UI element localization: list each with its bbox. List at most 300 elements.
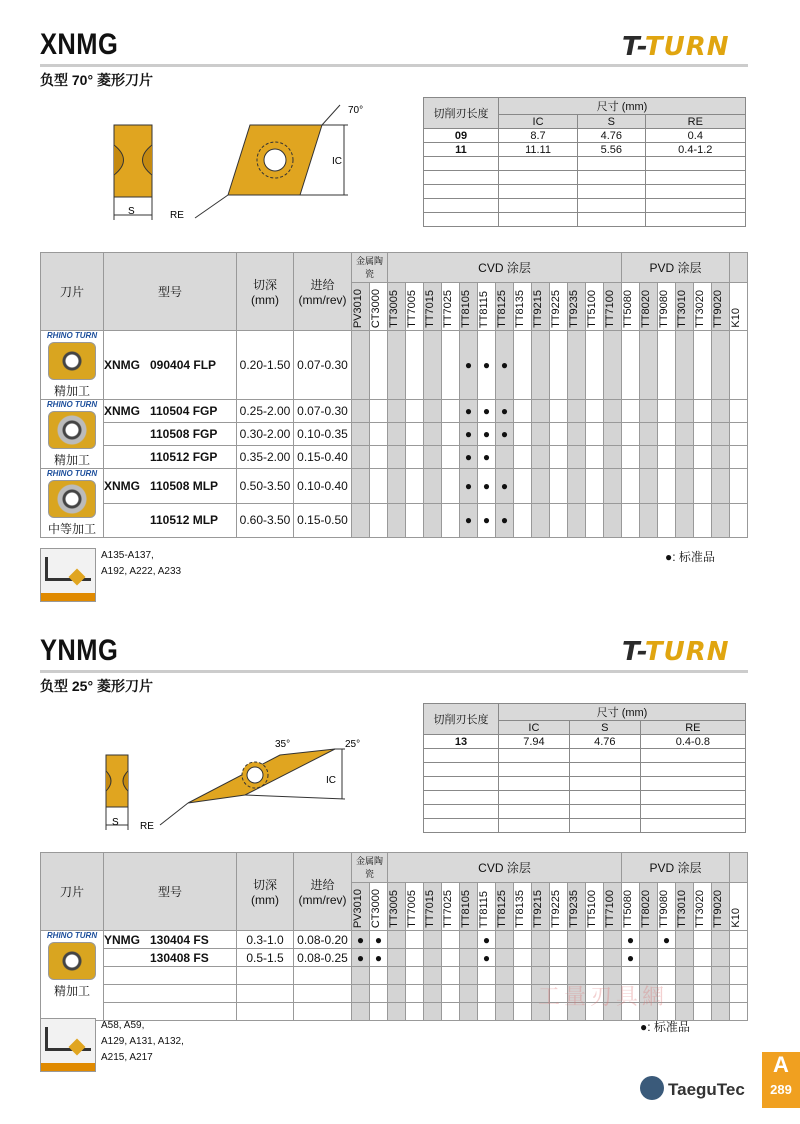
availability-cell bbox=[388, 985, 406, 1003]
availability-cell: ● bbox=[622, 949, 640, 967]
availability-cell: ● bbox=[478, 931, 496, 949]
feed-cell: 0.10-0.35 bbox=[294, 423, 352, 446]
availability-cell bbox=[406, 503, 424, 538]
availability-cell bbox=[568, 949, 586, 967]
availability-cell bbox=[442, 967, 460, 985]
availability-cell: ● bbox=[460, 469, 478, 504]
availability-cell bbox=[352, 446, 370, 469]
availability-cell bbox=[730, 400, 748, 423]
depth-cell: 0.30-2.00 bbox=[237, 423, 294, 446]
availability-cell bbox=[712, 931, 730, 949]
col-insert: 刀片 bbox=[41, 253, 104, 331]
availability-cell bbox=[730, 469, 748, 504]
grade-tt8135: TT8135 bbox=[514, 882, 532, 930]
availability-cell: ● bbox=[370, 931, 388, 949]
availability-cell bbox=[658, 423, 676, 446]
model-cell: XNMG 110504 FGP bbox=[104, 400, 237, 423]
availability-cell bbox=[550, 446, 568, 469]
availability-cell bbox=[622, 331, 640, 400]
availability-cell bbox=[424, 469, 442, 504]
availability-cell bbox=[388, 949, 406, 967]
availability-cell bbox=[568, 423, 586, 446]
availability-cell bbox=[712, 985, 730, 1003]
availability-cell bbox=[640, 331, 658, 400]
grade-table bbox=[40, 252, 748, 538]
col-model: 型号 bbox=[104, 253, 237, 331]
grade-tt9235: TT9235 bbox=[568, 882, 586, 930]
availability-cell bbox=[694, 1003, 712, 1021]
availability-cell: ● bbox=[496, 331, 514, 400]
depth-cell bbox=[237, 967, 294, 985]
availability-cell bbox=[514, 949, 532, 967]
availability-cell bbox=[496, 446, 514, 469]
availability-cell bbox=[568, 503, 586, 538]
feed-cell: 0.07-0.30 bbox=[294, 400, 352, 423]
insert-photo bbox=[48, 942, 96, 980]
availability-cell bbox=[676, 400, 694, 423]
availability-cell bbox=[406, 1003, 424, 1021]
grade-tt8125: TT8125 bbox=[496, 282, 514, 330]
availability-cell bbox=[694, 967, 712, 985]
grade-tt3010: TT3010 bbox=[676, 882, 694, 930]
grade-tt3020: TT3020 bbox=[694, 282, 712, 330]
model-cell: XNMG 110508 MLP bbox=[104, 469, 237, 504]
availability-cell bbox=[676, 446, 694, 469]
availability-cell bbox=[388, 503, 406, 538]
xnmg-dimension-table: 切削刃长度 尺寸 (mm) IC S RE 09 8.7 4.76 0.4 11 11.11 5.56 0.4-1.2 bbox=[423, 97, 746, 227]
availability-cell bbox=[514, 400, 532, 423]
xnmg-grade-table bbox=[40, 252, 748, 538]
feed-cell bbox=[294, 1003, 352, 1021]
availability-cell: ● bbox=[478, 503, 496, 538]
availability-cell bbox=[532, 331, 550, 400]
availability-cell bbox=[532, 446, 550, 469]
availability-cell bbox=[442, 400, 460, 423]
availability-cell bbox=[388, 469, 406, 504]
availability-cell bbox=[406, 967, 424, 985]
availability-cell bbox=[640, 469, 658, 504]
availability-cell bbox=[730, 949, 748, 967]
availability-cell bbox=[514, 503, 532, 538]
availability-cell bbox=[352, 423, 370, 446]
ynmg-insert-diagram bbox=[100, 735, 370, 835]
availability-cell bbox=[388, 1003, 406, 1021]
availability-cell bbox=[568, 331, 586, 400]
application-icon-2 bbox=[40, 1018, 96, 1072]
availability-cell bbox=[514, 931, 532, 949]
availability-cell bbox=[352, 503, 370, 538]
availability-cell bbox=[658, 446, 676, 469]
availability-cell bbox=[388, 446, 406, 469]
availability-cell: ● bbox=[496, 469, 514, 504]
availability-cell: ● bbox=[460, 503, 478, 538]
availability-cell bbox=[514, 446, 532, 469]
grade-tt5080: TT5080 bbox=[622, 882, 640, 930]
availability-cell bbox=[712, 1003, 730, 1021]
grade-tt5100: TT5100 bbox=[586, 282, 604, 330]
availability-cell: ● bbox=[478, 469, 496, 504]
availability-cell bbox=[712, 446, 730, 469]
model-cell: XNMG 090404 FLP bbox=[104, 331, 237, 400]
availability-cell bbox=[424, 446, 442, 469]
availability-cell bbox=[568, 469, 586, 504]
availability-cell bbox=[712, 331, 730, 400]
availability-cell: ● bbox=[478, 331, 496, 400]
availability-cell bbox=[370, 1003, 388, 1021]
availability-cell bbox=[658, 503, 676, 538]
grade-pv3010: PV3010 bbox=[352, 282, 370, 330]
availability-cell bbox=[694, 931, 712, 949]
availability-cell bbox=[406, 446, 424, 469]
grade-tt7005: TT7005 bbox=[406, 282, 424, 330]
availability-cell bbox=[712, 503, 730, 538]
availability-cell bbox=[442, 949, 460, 967]
availability-cell bbox=[730, 331, 748, 400]
feed-cell: 0.15-0.40 bbox=[294, 446, 352, 469]
availability-cell bbox=[424, 331, 442, 400]
grade-tt7025: TT7025 bbox=[442, 882, 460, 930]
depth-cell bbox=[237, 1003, 294, 1021]
availability-cell: ● bbox=[622, 931, 640, 949]
availability-cell bbox=[496, 967, 514, 985]
section-subtitle-xnmg: 负型 70° 菱形刀片 bbox=[40, 72, 153, 88]
grade-tt9020: TT9020 bbox=[712, 882, 730, 930]
availability-cell bbox=[694, 331, 712, 400]
availability-cell bbox=[712, 423, 730, 446]
grade-tt7015: TT7015 bbox=[424, 882, 442, 930]
availability-cell bbox=[478, 985, 496, 1003]
availability-cell bbox=[442, 423, 460, 446]
grade-tt5100: TT5100 bbox=[586, 882, 604, 930]
grade-tt9225: TT9225 bbox=[550, 282, 568, 330]
depth-cell: 0.20-1.50 bbox=[237, 331, 294, 400]
svg-text:35°: 35° bbox=[275, 739, 291, 750]
model-cell bbox=[104, 985, 237, 1003]
availability-cell bbox=[568, 400, 586, 423]
availability-cell bbox=[406, 949, 424, 967]
availability-cell bbox=[496, 949, 514, 967]
availability-cell bbox=[622, 446, 640, 469]
grade-tt8020: TT8020 bbox=[640, 882, 658, 930]
table-row bbox=[41, 949, 748, 967]
availability-cell bbox=[586, 931, 604, 949]
depth-cell: 0.5-1.5 bbox=[237, 949, 294, 967]
availability-cell bbox=[424, 967, 442, 985]
availability-cell bbox=[442, 985, 460, 1003]
insert-image-cell: RHINO TURN 精加工 bbox=[41, 331, 104, 400]
grade-pv3010: PV3010 bbox=[352, 882, 370, 930]
availability-cell bbox=[604, 423, 622, 446]
availability-cell bbox=[532, 423, 550, 446]
availability-cell bbox=[424, 423, 442, 446]
divider bbox=[40, 64, 748, 67]
availability-cell bbox=[532, 400, 550, 423]
depth-cell: 0.50-3.50 bbox=[237, 469, 294, 504]
availability-cell bbox=[586, 503, 604, 538]
model-cell bbox=[104, 967, 237, 985]
insert-photo bbox=[48, 342, 96, 380]
availability-cell bbox=[658, 400, 676, 423]
insert-image-cell: RHINO TURN 中等加工 bbox=[41, 469, 104, 538]
svg-text:RE: RE bbox=[140, 821, 154, 832]
svg-text:IC: IC bbox=[326, 775, 336, 786]
availability-cell: ● bbox=[460, 423, 478, 446]
col-depth: 切深 (mm) bbox=[237, 253, 294, 331]
availability-cell bbox=[550, 931, 568, 949]
company-name: TaeguTec bbox=[668, 1080, 745, 1099]
availability-cell bbox=[640, 400, 658, 423]
availability-cell bbox=[658, 469, 676, 504]
availability-cell: ● bbox=[478, 400, 496, 423]
grade-tt8105: TT8105 bbox=[460, 282, 478, 330]
availability-cell bbox=[730, 967, 748, 985]
availability-cell bbox=[640, 503, 658, 538]
availability-cell bbox=[694, 469, 712, 504]
rhino-turn-logo: RHINO TURN bbox=[46, 931, 98, 940]
availability-cell bbox=[532, 931, 550, 949]
availability-cell bbox=[370, 469, 388, 504]
availability-cell bbox=[370, 503, 388, 538]
section-title-xnmg: XNMG bbox=[40, 28, 119, 61]
availability-cell bbox=[442, 503, 460, 538]
rhino-turn-logo: RHINO TURN bbox=[46, 331, 98, 340]
grade-tt5080: TT5080 bbox=[622, 282, 640, 330]
watermark: 工量刃具網 bbox=[538, 984, 669, 1009]
xnmg-page-refs: A135-A137, A192, A222, A233 bbox=[101, 550, 182, 577]
grade-tt8105: TT8105 bbox=[460, 882, 478, 930]
availability-cell bbox=[712, 949, 730, 967]
availability-cell bbox=[640, 423, 658, 446]
xnmg-insert-diagram bbox=[100, 100, 380, 230]
table-row bbox=[41, 469, 748, 504]
group-pvd: PVD 涂层 bbox=[622, 253, 730, 283]
availability-cell bbox=[676, 469, 694, 504]
availability-cell bbox=[604, 931, 622, 949]
model-cell: 110512 MLP bbox=[104, 503, 237, 538]
availability-cell bbox=[604, 949, 622, 967]
insert-photo bbox=[48, 411, 96, 449]
availability-cell bbox=[712, 469, 730, 504]
availability-cell bbox=[496, 1003, 514, 1021]
availability-cell bbox=[388, 931, 406, 949]
availability-cell: ● bbox=[352, 931, 370, 949]
grade-ct3000: CT3000 bbox=[370, 282, 388, 330]
availability-cell bbox=[586, 446, 604, 469]
availability-cell bbox=[442, 446, 460, 469]
availability-cell bbox=[370, 331, 388, 400]
availability-cell bbox=[550, 469, 568, 504]
grade-tt3020: TT3020 bbox=[694, 882, 712, 930]
feed-cell: 0.10-0.40 bbox=[294, 469, 352, 504]
availability-cell bbox=[622, 400, 640, 423]
feed-cell: 0.08-0.25 bbox=[294, 949, 352, 967]
feed-cell bbox=[294, 967, 352, 985]
model-cell: 110512 FGP bbox=[104, 446, 237, 469]
availability-cell bbox=[694, 503, 712, 538]
availability-cell: ● bbox=[370, 949, 388, 967]
section-title-ynmg: YNMG bbox=[40, 634, 119, 667]
availability-cell bbox=[658, 331, 676, 400]
svg-text:25°: 25° bbox=[345, 739, 361, 750]
rhino-turn-logo: RHINO TURN bbox=[46, 469, 98, 478]
group-pvd: PVD 涂层 bbox=[622, 853, 730, 883]
table-row bbox=[41, 423, 748, 446]
grade-tt8115: TT8115 bbox=[478, 282, 496, 330]
col-feed: 进给 (mm/rev) bbox=[294, 253, 352, 331]
availability-cell bbox=[442, 1003, 460, 1021]
availability-cell bbox=[406, 469, 424, 504]
availability-cell bbox=[424, 931, 442, 949]
availability-cell bbox=[442, 469, 460, 504]
table-row bbox=[41, 503, 748, 538]
availability-cell bbox=[352, 985, 370, 1003]
availability-cell bbox=[622, 423, 640, 446]
availability-cell bbox=[676, 949, 694, 967]
group-cermet: 金属陶瓷 bbox=[352, 253, 388, 283]
availability-cell bbox=[676, 931, 694, 949]
svg-text:S: S bbox=[112, 817, 119, 828]
availability-cell bbox=[730, 985, 748, 1003]
ynmg-page-refs: A58, A59, A129, A131, A132, A215, A217 bbox=[101, 1020, 184, 1063]
availability-cell bbox=[622, 469, 640, 504]
availability-cell bbox=[730, 446, 748, 469]
application-icon bbox=[40, 548, 96, 602]
availability-cell bbox=[658, 949, 676, 967]
availability-cell bbox=[460, 985, 478, 1003]
grade-tt9080: TT9080 bbox=[658, 282, 676, 330]
availability-cell bbox=[460, 931, 478, 949]
availability-cell bbox=[640, 446, 658, 469]
legend-standard-2: ●: 标准品 bbox=[640, 1020, 690, 1034]
availability-cell bbox=[514, 469, 532, 504]
col-insert: 刀片 bbox=[41, 853, 104, 931]
depth-cell: 0.35-2.00 bbox=[237, 446, 294, 469]
col-model: 型号 bbox=[104, 853, 237, 931]
availability-cell: ● bbox=[460, 400, 478, 423]
availability-cell bbox=[694, 400, 712, 423]
grade-tt9215: TT9215 bbox=[532, 882, 550, 930]
availability-cell bbox=[622, 503, 640, 538]
grade-k10: K10 bbox=[730, 882, 748, 930]
availability-cell bbox=[712, 400, 730, 423]
svg-text:S: S bbox=[128, 206, 135, 217]
availability-cell: ● bbox=[478, 446, 496, 469]
insert-photo bbox=[48, 480, 96, 518]
availability-cell bbox=[352, 400, 370, 423]
availability-cell bbox=[532, 949, 550, 967]
availability-cell bbox=[730, 503, 748, 538]
col-depth: 切深 (mm) bbox=[237, 853, 294, 931]
taegutec-logo-icon bbox=[640, 1076, 664, 1100]
insert-image-cell: RHINO TURN 精加工 bbox=[41, 931, 104, 1021]
availability-cell bbox=[694, 949, 712, 967]
grade-tt8115: TT8115 bbox=[478, 882, 496, 930]
availability-cell: ● bbox=[478, 423, 496, 446]
grade-k10: K10 bbox=[730, 282, 748, 330]
availability-cell bbox=[478, 967, 496, 985]
availability-cell bbox=[388, 423, 406, 446]
divider-2 bbox=[40, 670, 748, 673]
grade-tt3005: TT3005 bbox=[388, 882, 406, 930]
grade-tt8135: TT8135 bbox=[514, 282, 532, 330]
grade-tt8125: TT8125 bbox=[496, 882, 514, 930]
ynmg-dimension-table: 切削刃长度 尺寸 (mm) IC S RE 13 7.94 4.76 0.4-0.8 bbox=[423, 703, 746, 833]
availability-cell: ● bbox=[478, 949, 496, 967]
availability-cell bbox=[586, 423, 604, 446]
depth-cell bbox=[237, 985, 294, 1003]
availability-cell bbox=[550, 423, 568, 446]
feed-cell: 0.15-0.50 bbox=[294, 503, 352, 538]
rhino-turn-logo: RHINO TURN bbox=[46, 400, 98, 409]
model-cell: YNMG 130404 FS bbox=[104, 931, 237, 949]
grade-tt9215: TT9215 bbox=[532, 282, 550, 330]
t-turn-logo: T-TURN bbox=[622, 32, 730, 62]
availability-cell bbox=[460, 949, 478, 967]
model-cell: 130408 FS bbox=[104, 949, 237, 967]
availability-cell bbox=[442, 931, 460, 949]
availability-cell bbox=[370, 446, 388, 469]
availability-cell bbox=[586, 469, 604, 504]
availability-cell bbox=[676, 503, 694, 538]
availability-cell bbox=[406, 931, 424, 949]
availability-cell bbox=[514, 985, 532, 1003]
feed-cell bbox=[294, 985, 352, 1003]
availability-cell bbox=[586, 331, 604, 400]
availability-cell bbox=[496, 985, 514, 1003]
availability-cell bbox=[550, 949, 568, 967]
availability-cell bbox=[442, 331, 460, 400]
table-row bbox=[41, 400, 748, 423]
insert-image-cell: RHINO TURN 精加工 bbox=[41, 400, 104, 469]
availability-cell bbox=[604, 400, 622, 423]
availability-cell bbox=[730, 931, 748, 949]
availability-cell bbox=[478, 1003, 496, 1021]
availability-cell bbox=[370, 423, 388, 446]
availability-cell bbox=[514, 423, 532, 446]
depth-cell: 0.3-1.0 bbox=[237, 931, 294, 949]
group-cvd: CVD 涂层 bbox=[388, 853, 622, 883]
availability-cell bbox=[640, 949, 658, 967]
feed-cell: 0.08-0.20 bbox=[294, 931, 352, 949]
grade-tt7015: TT7015 bbox=[424, 282, 442, 330]
availability-cell bbox=[460, 1003, 478, 1021]
grade-tt8020: TT8020 bbox=[640, 282, 658, 330]
t-turn-logo-2: T-TURN bbox=[622, 637, 730, 667]
availability-cell bbox=[388, 400, 406, 423]
availability-cell: ● bbox=[460, 331, 478, 400]
table-row bbox=[41, 931, 748, 949]
grade-tt9020: TT9020 bbox=[712, 282, 730, 330]
svg-text:RE: RE bbox=[170, 210, 184, 221]
availability-cell bbox=[514, 967, 532, 985]
availability-cell bbox=[694, 446, 712, 469]
availability-cell bbox=[604, 446, 622, 469]
group-cermet: 金属陶瓷 bbox=[352, 853, 388, 883]
availability-cell bbox=[604, 469, 622, 504]
availability-cell bbox=[406, 423, 424, 446]
table-row bbox=[41, 446, 748, 469]
availability-cell bbox=[388, 331, 406, 400]
depth-cell: 0.60-3.50 bbox=[237, 503, 294, 538]
availability-cell bbox=[352, 331, 370, 400]
availability-cell bbox=[424, 400, 442, 423]
availability-cell bbox=[352, 967, 370, 985]
availability-cell bbox=[406, 400, 424, 423]
table-row bbox=[41, 331, 748, 400]
availability-cell: ● bbox=[496, 503, 514, 538]
availability-cell bbox=[604, 331, 622, 400]
availability-cell bbox=[604, 503, 622, 538]
